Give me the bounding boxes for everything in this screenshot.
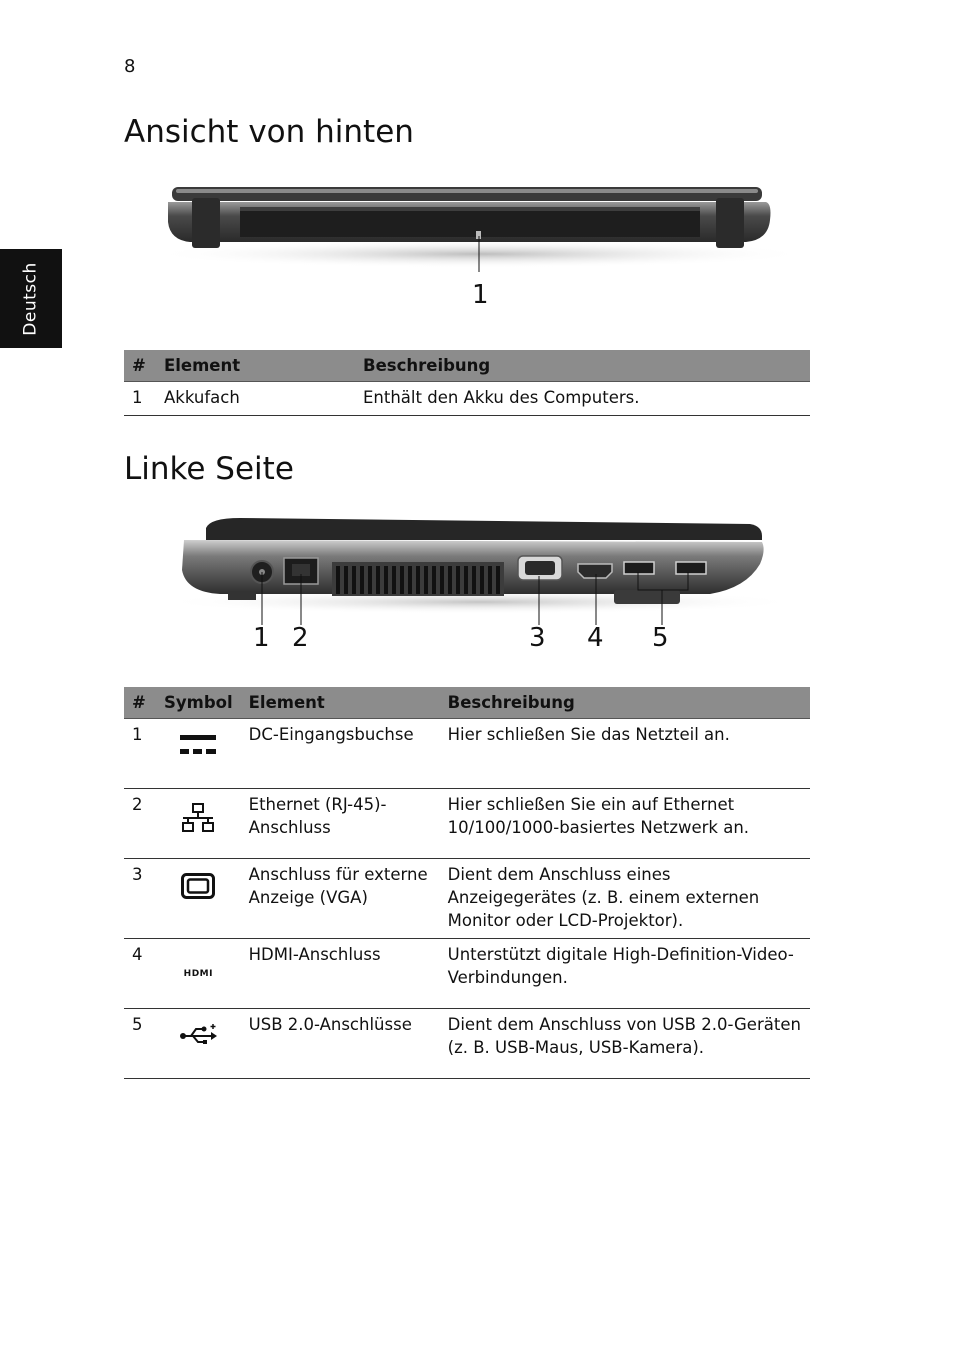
row-description: Unterstützt digitale High-Definition-Video-Verbindungen. bbox=[440, 939, 810, 1009]
section-title-rear-view: Ansicht von hinten bbox=[124, 114, 414, 150]
header-element: Element bbox=[241, 687, 440, 719]
row-symbol bbox=[156, 859, 241, 939]
row-number: 2 bbox=[124, 789, 156, 859]
row-element: HDMI-Anschluss bbox=[241, 939, 440, 1009]
page-number: 8 bbox=[124, 56, 136, 77]
section-title-left-side: Linke Seite bbox=[124, 451, 294, 487]
ethernet-icon bbox=[181, 803, 215, 833]
table-row bbox=[124, 382, 810, 416]
callout-4: 4 bbox=[587, 623, 604, 653]
rear-view-table bbox=[124, 350, 810, 416]
vga-icon bbox=[181, 873, 215, 899]
table-header bbox=[124, 350, 810, 382]
row-description: Dient dem Anschluss von USB 2.0-Geräten (z. B. USB-Maus, USB-Kamera). bbox=[440, 1009, 810, 1079]
row-description: Enthält den Akku des Computers. bbox=[355, 382, 810, 416]
row-element: Ethernet (RJ-45)-Anschluss bbox=[241, 789, 440, 859]
row-description: Hier schließen Sie das Netzteil an. bbox=[440, 719, 810, 789]
left-side-illustration bbox=[150, 510, 810, 660]
header-number: # bbox=[124, 687, 156, 719]
dc-power-icon bbox=[180, 733, 216, 757]
callout-1: 1 bbox=[253, 623, 270, 653]
language-tab bbox=[0, 249, 62, 348]
row-number: 4 bbox=[124, 939, 156, 1009]
table-row bbox=[124, 939, 810, 1009]
language-tab-label: Deutsch bbox=[21, 261, 41, 336]
callout-5: 5 bbox=[652, 623, 669, 653]
table-header bbox=[124, 687, 810, 719]
header-number: # bbox=[124, 350, 156, 382]
row-element: Akkufach bbox=[156, 382, 355, 416]
table-row bbox=[124, 859, 810, 939]
row-symbol bbox=[156, 1009, 241, 1079]
row-number: 1 bbox=[124, 719, 156, 789]
row-number: 1 bbox=[124, 382, 156, 416]
table-row bbox=[124, 789, 810, 859]
header-symbol: Symbol bbox=[156, 687, 241, 719]
row-description: Dient dem Anschluss eines Anzeigegerätes (z. B. einem externen Monitor oder LCD-Projektor). bbox=[440, 859, 810, 939]
rear-view-illustration bbox=[150, 180, 810, 310]
header-element: Element bbox=[156, 350, 355, 382]
header-description: Beschreibung bbox=[440, 687, 810, 719]
callout-1: 1 bbox=[472, 280, 489, 310]
laptop-left-side-image bbox=[150, 510, 810, 630]
row-symbol bbox=[156, 719, 241, 789]
table-row bbox=[124, 1009, 810, 1079]
row-number: 5 bbox=[124, 1009, 156, 1079]
row-element: Anschluss für externe Anzeige (VGA) bbox=[241, 859, 440, 939]
callout-2: 2 bbox=[292, 623, 309, 653]
row-symbol bbox=[156, 939, 241, 1009]
hdmi-icon: HDMI bbox=[183, 969, 213, 979]
callout-3: 3 bbox=[529, 623, 546, 653]
row-element: DC-Eingangsbuchse bbox=[241, 719, 440, 789]
row-symbol bbox=[156, 789, 241, 859]
header-description: Beschreibung bbox=[355, 350, 810, 382]
table-row bbox=[124, 719, 810, 789]
usb-icon bbox=[179, 1023, 217, 1045]
left-side-table bbox=[124, 687, 810, 1079]
row-description: Hier schließen Sie ein auf Ethernet 10/100/1000-basiertes Netzwerk an. bbox=[440, 789, 810, 859]
row-number: 3 bbox=[124, 859, 156, 939]
row-element: USB 2.0-Anschlüsse bbox=[241, 1009, 440, 1079]
